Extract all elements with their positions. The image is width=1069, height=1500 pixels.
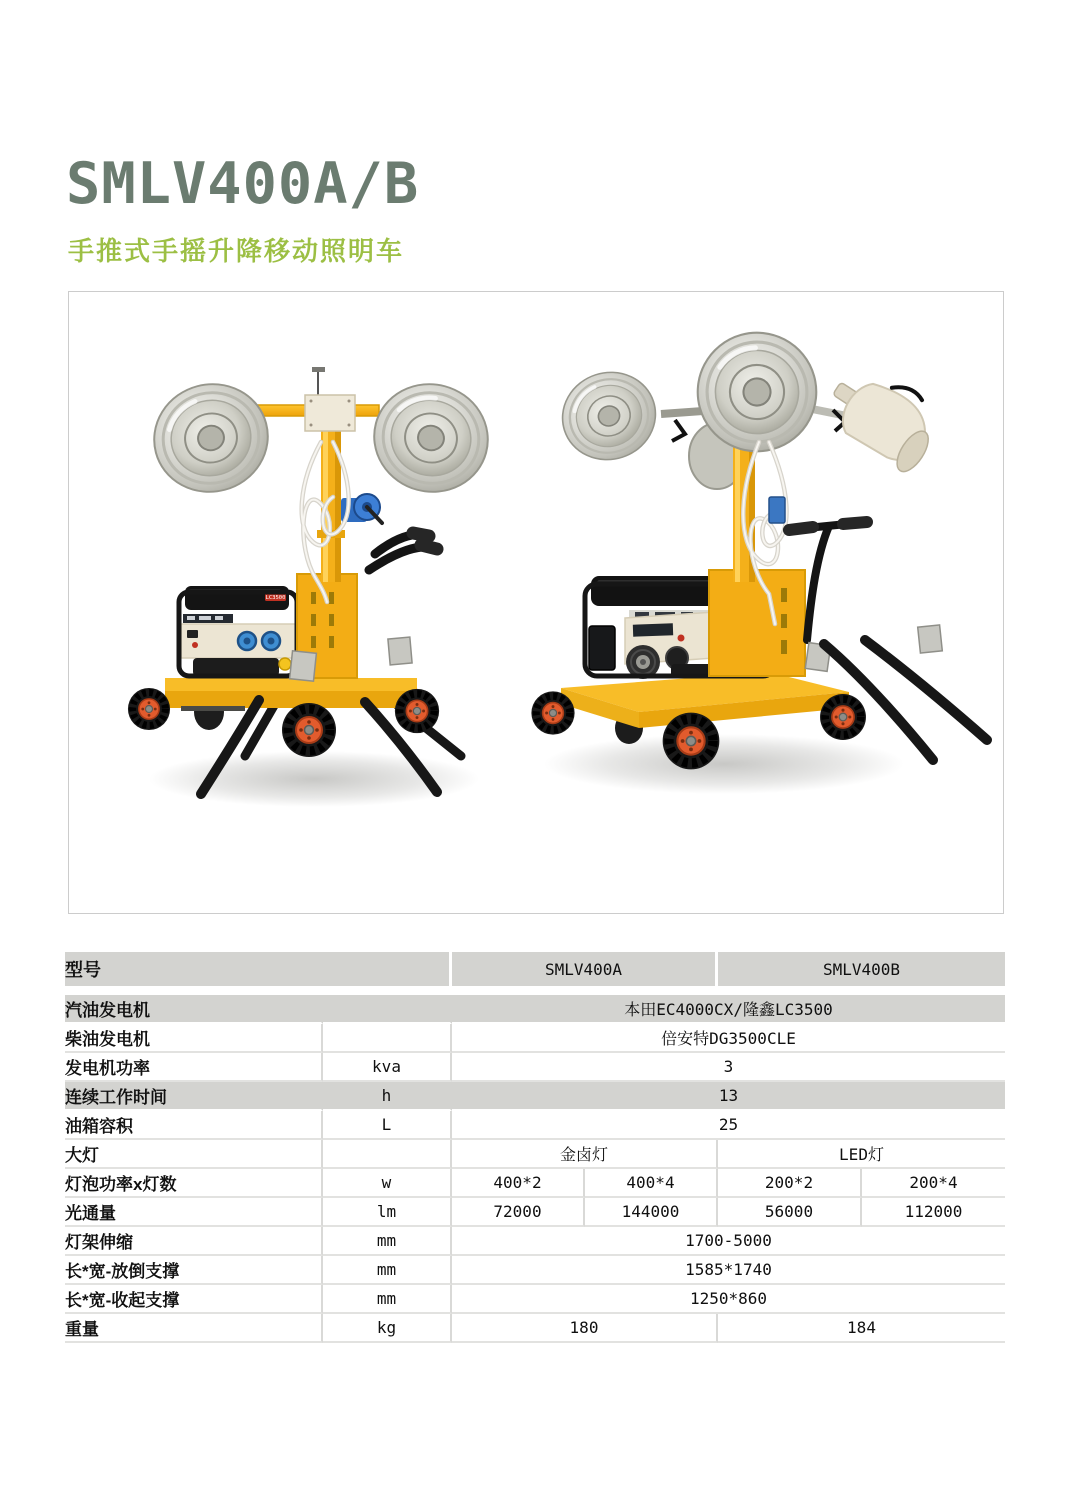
row-generator-power bbox=[65, 1053, 1005, 1082]
floodlight-icon bbox=[142, 371, 280, 504]
mast-housing bbox=[709, 570, 805, 676]
row-mast-extension bbox=[65, 1227, 1005, 1256]
mast-control-box bbox=[769, 497, 785, 523]
ground-shadow bbox=[544, 734, 904, 794]
row-luminous-flux bbox=[65, 1198, 1005, 1227]
model-b-header: SMLV400B bbox=[718, 952, 1005, 986]
spec-label: 重量 bbox=[65, 1314, 323, 1343]
spec-value: 本田EC4000CX/隆鑫LC3500 bbox=[452, 995, 1005, 1024]
spec-unit: mm bbox=[323, 1285, 452, 1314]
wheel bbox=[395, 689, 439, 733]
row-headlamp-type bbox=[65, 1140, 1005, 1169]
spec-label: 灯泡功率x灯数 bbox=[65, 1169, 323, 1198]
table-spacer bbox=[65, 986, 1005, 995]
spec-unit: h bbox=[323, 1082, 452, 1111]
spec-unit: kva bbox=[323, 1053, 452, 1082]
spec-label: 柴油发电机 bbox=[65, 1024, 323, 1053]
spec-unit bbox=[323, 1140, 452, 1169]
page-title: SMLV400A/B bbox=[66, 151, 420, 217]
row-continuous-runtime bbox=[65, 1082, 1005, 1111]
spec-value: 400*4 bbox=[585, 1169, 718, 1198]
spec-value: 3 bbox=[452, 1053, 1005, 1082]
cart-chassis bbox=[165, 678, 417, 711]
handlebar bbox=[369, 533, 437, 570]
spec-label: 发电机功率 bbox=[65, 1053, 323, 1082]
spec-value: 184 bbox=[718, 1314, 1005, 1343]
row-diesel-generator bbox=[65, 1024, 1005, 1053]
machine-left bbox=[128, 367, 500, 807]
spec-value: 1250*860 bbox=[452, 1285, 1005, 1314]
row-model-header bbox=[65, 952, 1005, 986]
wheel bbox=[531, 691, 574, 734]
page-subtitle: 手推式手摇升降移动照明车 bbox=[68, 236, 405, 266]
spec-value: 倍安特DG3500CLE bbox=[452, 1024, 1005, 1053]
spec-unit bbox=[323, 995, 452, 1024]
spec-label: 长*宽-收起支撑 bbox=[65, 1285, 323, 1314]
wheel bbox=[128, 688, 170, 730]
outrigger-bracket bbox=[290, 651, 317, 681]
spec-value: 56000 bbox=[718, 1198, 862, 1227]
wheel bbox=[282, 703, 336, 757]
spec-value: 金卤灯 bbox=[452, 1140, 718, 1169]
spec-label: 长*宽-放倒支撑 bbox=[65, 1256, 323, 1285]
spec-value: 180 bbox=[452, 1314, 718, 1343]
model-a-header: SMLV400A bbox=[452, 952, 718, 986]
spec-label: 连续工作时间 bbox=[65, 1082, 323, 1111]
row-fuel-tank-capacity bbox=[65, 1111, 1005, 1140]
cable bbox=[672, 420, 685, 441]
spec-value: 144000 bbox=[585, 1198, 718, 1227]
floodlight-icon bbox=[551, 360, 667, 471]
row-size-outriggers-down bbox=[65, 1256, 1005, 1285]
spec-unit: L bbox=[323, 1111, 452, 1140]
product-illustration bbox=[69, 292, 1003, 913]
spec-unit: mm bbox=[323, 1256, 452, 1285]
outrigger-leg bbox=[865, 640, 987, 740]
spec-value: 1585*1740 bbox=[452, 1256, 1005, 1285]
wheel bbox=[663, 713, 720, 770]
spec-unit: mm bbox=[323, 1227, 452, 1256]
spec-value: LED灯 bbox=[718, 1140, 1005, 1169]
outrigger-bracket bbox=[918, 625, 943, 653]
spec-value: 200*2 bbox=[718, 1169, 862, 1198]
spec-table bbox=[65, 952, 1005, 1343]
row-weight bbox=[65, 1314, 1005, 1343]
generator bbox=[179, 586, 297, 676]
spec-value: 72000 bbox=[452, 1198, 585, 1227]
spec-unit: kg bbox=[323, 1314, 452, 1343]
spec-label: 汽油发电机 bbox=[65, 995, 323, 1024]
wheel bbox=[820, 694, 866, 740]
spec-label: 油箱容积 bbox=[65, 1111, 323, 1140]
spec-label: 大灯 bbox=[65, 1140, 323, 1169]
spec-label: 灯架伸缩 bbox=[65, 1227, 323, 1256]
row-bulb-power-count bbox=[65, 1169, 1005, 1198]
spec-unit: lm bbox=[323, 1198, 452, 1227]
spec-unit bbox=[323, 1024, 452, 1053]
spec-value: 1700-5000 bbox=[452, 1227, 1005, 1256]
generator-badge: LC3500 bbox=[265, 595, 286, 601]
row-size-outriggers-stowed bbox=[65, 1285, 1005, 1314]
spec-unit: w bbox=[323, 1169, 452, 1198]
row-gasoline-generator bbox=[65, 995, 1005, 1024]
spec-label: 光通量 bbox=[65, 1198, 323, 1227]
junction-box bbox=[305, 367, 355, 431]
spec-value: 400*2 bbox=[452, 1169, 585, 1198]
spec-value: 200*4 bbox=[862, 1169, 1005, 1198]
floodlight-icon bbox=[362, 371, 500, 504]
product-image-box bbox=[68, 291, 1004, 914]
spec-value: 13 bbox=[452, 1082, 1005, 1111]
machine-right bbox=[531, 327, 987, 794]
spec-value: 25 bbox=[452, 1111, 1005, 1140]
spec-value: 112000 bbox=[862, 1198, 1005, 1227]
spec-label: 型号 bbox=[65, 952, 452, 986]
outrigger-bracket bbox=[388, 637, 412, 665]
